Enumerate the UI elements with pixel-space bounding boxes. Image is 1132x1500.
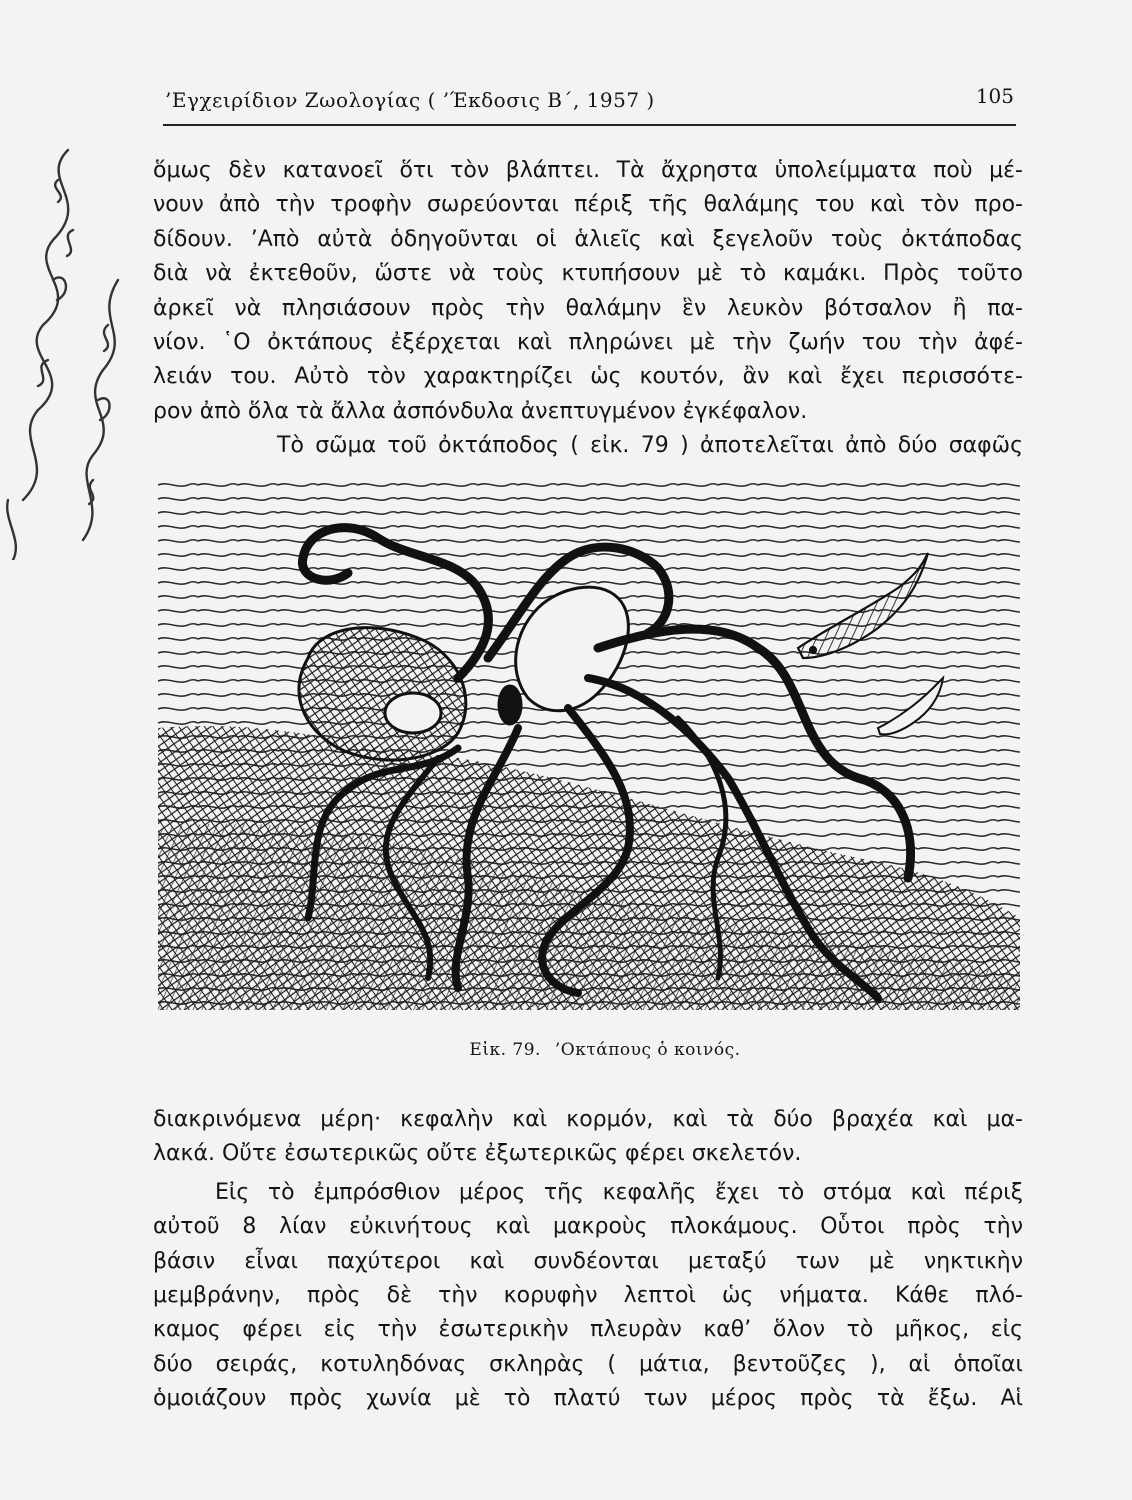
caption-label: Εἰκ. 79.	[469, 1040, 541, 1060]
octopus-illustration	[158, 478, 1020, 1010]
text-line: λειάν του. Αὐτὸ τὸν χαρακτηρίζει ὡς κουτόν, ἂν καὶ ἔχει περισσότε-	[153, 364, 1023, 390]
text-line: Τὸ σῶμα τοῦ ὀκτάποδος ( εἰκ. 79 ) ἀποτελεῖται ἀπὸ δύο σαφῶς	[277, 433, 1023, 459]
text-line: νουν ἀπὸ τὴν τροφὴν σωρεύονται πέριξ τῆς θαλάμης του καὶ τὸν προ-	[153, 192, 1023, 218]
text-line: βάσιν εἶναι παχύτεροι καὶ συνδέονται μεταξύ των μὲ νηκτικὴν	[153, 1248, 1023, 1274]
text-line: ρον ἀπὸ ὅλα τὰ ἄλλα ἀσπόνδυλα ἀνεπτυγμένον ἐγκέφαλον.	[153, 398, 808, 424]
text-line: λακά. Οὔτε ἐσωτερικῶς οὔτε ἐξωτερικῶς φέρει σκελετόν.	[153, 1141, 802, 1167]
text-line: δύο σειράς, κοτυληδόνας σκληρὰς ( μάτια, βεντοῦζες ), αἱ ὁποῖαι	[153, 1351, 1023, 1377]
paragraph	[153, 429, 1023, 463]
page-header	[163, 82, 1016, 126]
text-line: ὅμως δὲν κατανοεῖ ὅτι τὸν βλάπτει. Τὰ ἄχρηστα ὑπολείμματα ποὺ μέ-	[153, 158, 1023, 183]
text-line: αὐτοῦ 8 λίαν εὐκινήτους καὶ μακροὺς πλοκάμους. Οὗτοι πρὸς τὴν	[153, 1214, 1023, 1240]
running-title: ’Εγχειρίδιον Ζωολογίας ( ’Έκδοσις Β΄, 1957 )	[165, 88, 655, 112]
text-line: μεμβράνην, πρὸς δὲ τὴν κορυφὴν λεπτοὶ ὡς νήματα. Κάθε πλό-	[153, 1283, 1023, 1309]
text-line: ἀρκεῖ νὰ πλησιάσουν πρὸς τὴν θαλάμην ἓν λευκὸν βότσαλον ἢ πα-	[153, 295, 1023, 321]
caption-text: ’Οκτάπους ὁ κοινός.	[554, 1040, 741, 1060]
text-line: διακρινόμενα μέρη· κεφαλὴν καὶ κορμόν, καὶ τὰ δύο βραχέα καὶ μα-	[153, 1107, 1023, 1132]
body-text-top	[153, 154, 1023, 464]
text-line: καμος φέρει εἰς τὴν ἐσωτερικὴν πλευρὰν καθ’ ὅλον τὸ μῆκος, εἰς	[153, 1317, 1023, 1343]
text-line: δίδουν. ’Απὸ αὐτὰ ὁδηγοῦνται οἱ ἁλιεῖς καὶ ξεγελοῦν τοὺς ὀκτάποδας	[153, 226, 1023, 252]
paragraph	[153, 1103, 1023, 1172]
paragraph	[153, 1176, 1023, 1417]
figure-caption	[0, 1040, 1132, 1060]
body-text-bottom	[153, 1103, 1023, 1417]
paragraph	[153, 154, 1023, 429]
text-line: νίον. ῾Ο ὀκτάπους ἐξέρχεται καὶ πληρώνει μὲ τὴν ζωήν του τὴν ἀφέ-	[153, 330, 1023, 356]
handwritten-annotation	[0, 120, 148, 560]
text-line: διὰ νὰ ἐκτεθοῦν, ὥστε νὰ τοὺς κτυπήσουν μὲ τὸ καμάκι. Πρὸς τοῦτο	[153, 261, 1023, 287]
page-number: 105	[975, 84, 1014, 108]
text-line: ὁμοιάζουν πρὸς χωνία μὲ τὸ πλατύ των μέρος πρὸς τὰ ἔξω. Αἱ	[153, 1386, 1023, 1412]
text-line: Εἰς τὸ ἐμπρόσθιον μέρος τῆς κεφαλῆς ἔχει τὸ στόμα καὶ πέριξ	[215, 1179, 1023, 1205]
